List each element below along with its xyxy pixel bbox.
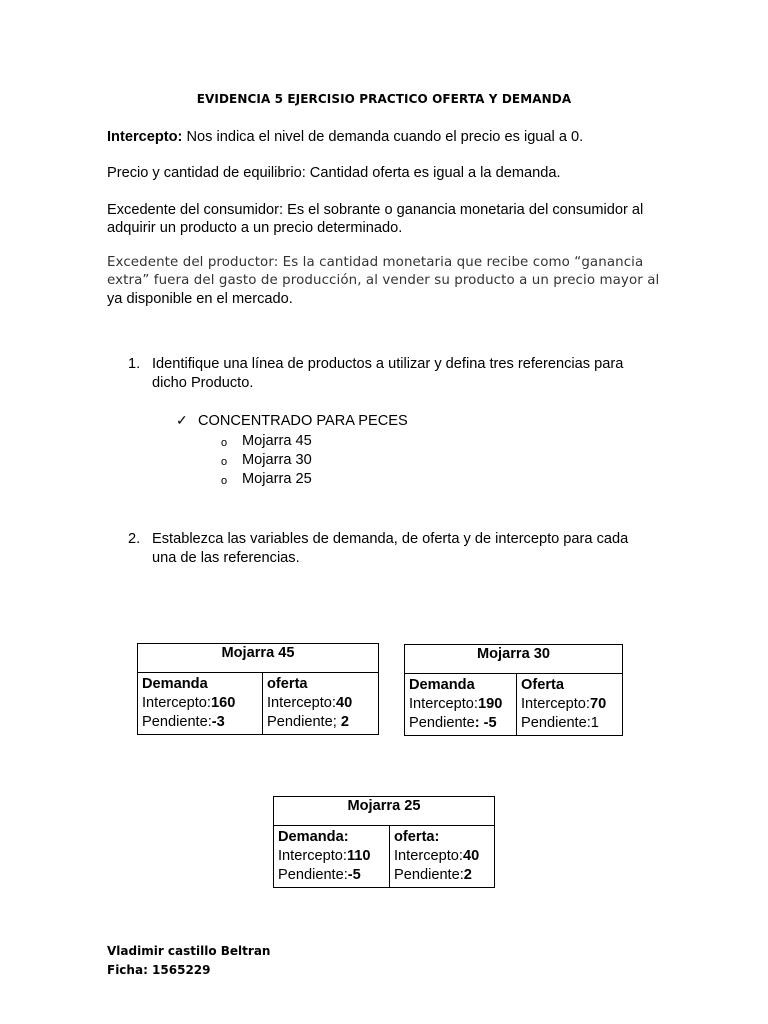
supply-heading: oferta bbox=[267, 676, 308, 692]
intercepto-text: Nos indica el nivel de demanda cuando el precio es igual a 0. bbox=[182, 129, 584, 145]
slope-label: Pendiente bbox=[409, 715, 475, 731]
demand-intercept bbox=[142, 694, 258, 713]
demand-heading: Demanda bbox=[142, 676, 208, 692]
supply-slope bbox=[394, 866, 490, 885]
slope-value: 2 bbox=[340, 714, 349, 730]
supply-intercept bbox=[521, 695, 618, 714]
bullet-icon: o bbox=[221, 475, 228, 487]
item1-number: 1. bbox=[128, 356, 141, 372]
intercept-value: 40 bbox=[335, 695, 353, 711]
product-item: Mojarra 45 bbox=[242, 433, 312, 449]
supply-slope bbox=[521, 714, 618, 733]
item2-text bbox=[152, 530, 652, 568]
slope-value: 2 bbox=[463, 867, 472, 883]
demand-cell bbox=[405, 674, 517, 736]
slope-label: Pendiente: bbox=[278, 867, 348, 883]
intercept-label: Intercepto: bbox=[409, 696, 478, 712]
demand-intercept bbox=[278, 847, 385, 866]
supply-cell bbox=[517, 674, 623, 736]
intercepto-definition bbox=[107, 128, 677, 146]
demand-cell bbox=[138, 673, 263, 735]
table-title: Mojarra 45 bbox=[138, 644, 379, 673]
productor-line-1: Excedente del productor: Es la cantidad monetaria que recibe como “ganancia bbox=[107, 255, 644, 270]
supply-cell bbox=[390, 826, 495, 888]
consumidor-line-2: adquirir un producto a un precio determinado. bbox=[107, 220, 403, 236]
item2-number: 2. bbox=[128, 531, 141, 547]
intercepto-term: Intercepto: bbox=[107, 129, 183, 145]
intercept-value: 190 bbox=[477, 696, 503, 712]
productor-definition bbox=[107, 254, 677, 308]
consumidor-line-1: Excedente del consumidor: Es el sobrante o ganancia monetaria del consumidor al bbox=[107, 202, 644, 218]
table-mojarra-30 bbox=[404, 644, 623, 736]
slope-value: : -5 bbox=[474, 715, 497, 731]
check-icon: ✓ bbox=[176, 412, 188, 428]
item1-line-1: Identifique una línea de productos a utilizar y defina tres referencias para bbox=[152, 356, 624, 372]
table-title: Mojarra 30 bbox=[405, 645, 623, 674]
product-item: Mojarra 25 bbox=[242, 471, 312, 487]
slope-label: Pendiente: bbox=[142, 714, 212, 730]
product-item: Mojarra 30 bbox=[242, 452, 312, 468]
demand-cell bbox=[274, 826, 390, 888]
intercept-value: 70 bbox=[589, 696, 607, 712]
intercept-value: 40 bbox=[462, 848, 480, 864]
author-footer bbox=[107, 942, 270, 980]
supply-heading: Oferta bbox=[521, 677, 564, 693]
productor-line-3: ya disponible en el mercado. bbox=[107, 291, 293, 307]
demand-slope bbox=[409, 714, 512, 733]
supply-cell bbox=[263, 673, 379, 735]
intercept-label: Intercepto: bbox=[521, 696, 590, 712]
supply-heading: oferta: bbox=[394, 829, 440, 845]
intercept-label: Intercepto: bbox=[278, 848, 347, 864]
document-title: EVIDENCIA 5 EJERCISIO PRACTICO OFERTA Y DEMANDA bbox=[196, 92, 572, 106]
slope-label: Pendiente:1 bbox=[521, 715, 599, 731]
intercept-value: 110 bbox=[346, 848, 371, 864]
supply-slope bbox=[267, 713, 374, 732]
bullet-icon: o bbox=[221, 456, 228, 468]
item2-line-1: Establezca las variables de demanda, de oferta y de intercepto para cada bbox=[152, 531, 629, 547]
intercept-label: Intercepto: bbox=[267, 695, 336, 711]
slope-label: Pendiente: bbox=[394, 867, 464, 883]
intercept-label: Intercepto: bbox=[394, 848, 463, 864]
table-title: Mojarra 25 bbox=[274, 797, 495, 826]
author-name: Vladimir castillo Beltran bbox=[107, 944, 271, 958]
item1-text bbox=[152, 355, 652, 393]
item1-line-2: dicho Producto. bbox=[152, 375, 254, 391]
item2-line-2: una de las referencias. bbox=[152, 550, 300, 566]
consumidor-definition bbox=[107, 201, 677, 237]
slope-value: -3 bbox=[211, 714, 225, 730]
bullet-icon: o bbox=[221, 437, 228, 449]
intercept-value: 160 bbox=[210, 695, 236, 711]
supply-intercept bbox=[394, 847, 490, 866]
product-category: CONCENTRADO PARA PECES bbox=[198, 413, 408, 429]
slope-value: -5 bbox=[347, 867, 361, 883]
table-mojarra-45 bbox=[137, 643, 379, 735]
demand-slope bbox=[278, 866, 385, 885]
slope-label: Pendiente; bbox=[267, 714, 341, 730]
supply-intercept bbox=[267, 694, 374, 713]
demand-slope bbox=[142, 713, 258, 732]
demand-intercept bbox=[409, 695, 512, 714]
demand-heading: Demanda: bbox=[278, 829, 349, 845]
ficha-number: Ficha: 1565229 bbox=[107, 963, 211, 977]
equilibrio-definition: Precio y cantidad de equilibrio: Cantidad oferta es igual a la demanda. bbox=[107, 165, 561, 181]
demand-heading: Demanda bbox=[409, 677, 475, 693]
intercept-label: Intercepto: bbox=[142, 695, 211, 711]
productor-line-2: extra” fuera del gasto de producción, al vender su producto a un precio mayor al bbox=[107, 273, 660, 288]
table-mojarra-25 bbox=[273, 796, 495, 888]
